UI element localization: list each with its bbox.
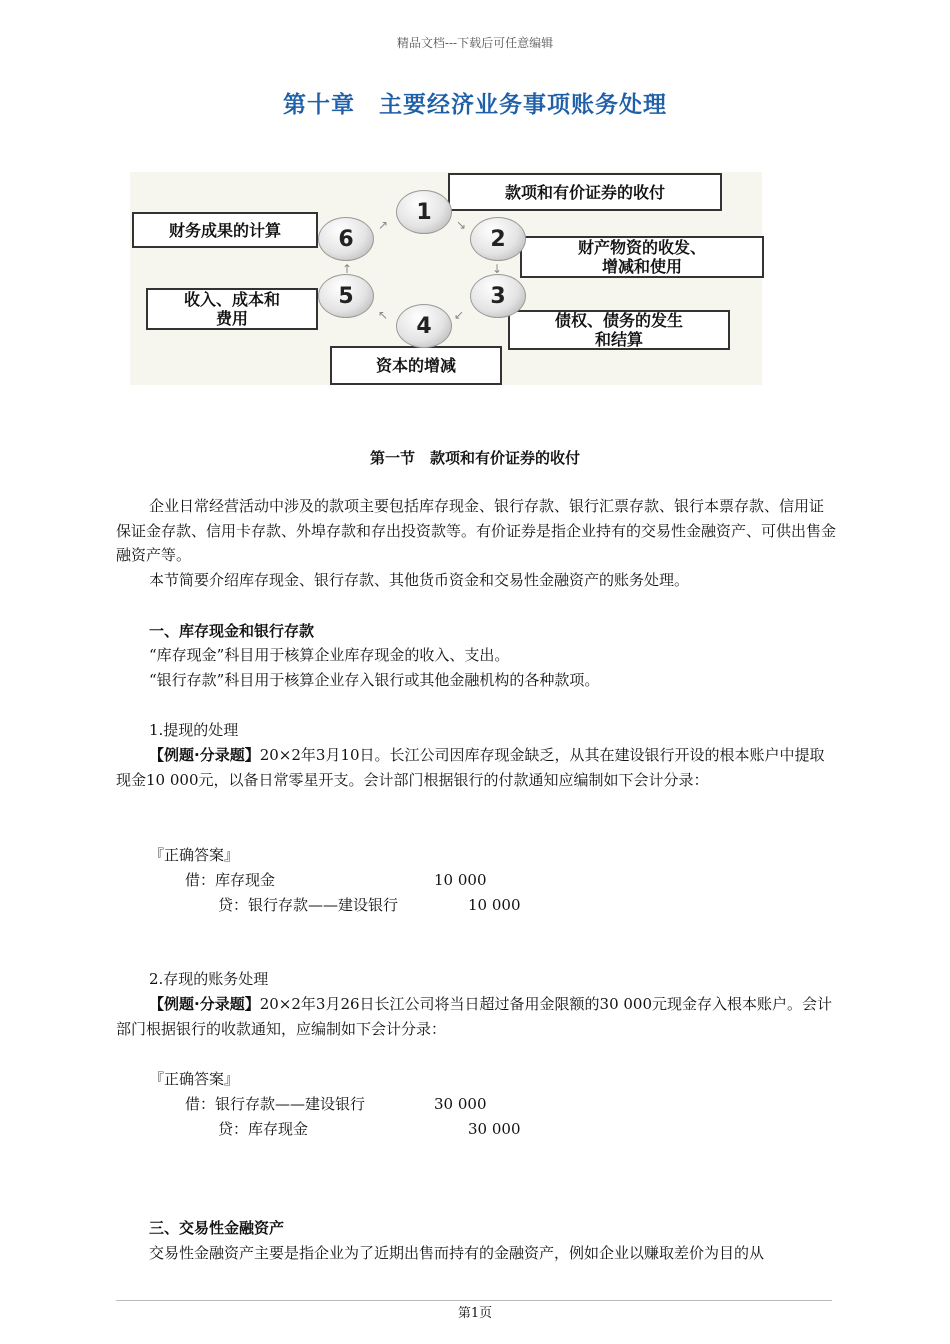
step-4-circle: 4 [396, 304, 452, 348]
entry-1-debit-amount: 10 000 [434, 871, 487, 889]
entry-2-credit: 贷：库存现金 [218, 1120, 309, 1138]
entry-2-credit-amount: 30 000 [468, 1120, 521, 1138]
diagram-box-5-line-1: 收入、成本和 [183, 290, 280, 309]
entry-1-debit: 借：库存现金 [185, 871, 276, 889]
entry-1-credit: 贷：银行存款——建设银行 [218, 896, 399, 914]
answer-label-2: 『正确答案』 [149, 1070, 240, 1088]
footer-divider [116, 1300, 832, 1301]
intro-paragraph-1: 企业日常经营活动中涉及的款项主要包括库存现金、银行存款、银行汇票存款、银行本票存款、信用证保证金存款、信用卡存款、外埠存款和存出投资款等。有价证券是指企业持有的交易性金融资产、可供出售金融资产等。 [116, 497, 837, 564]
entry-2-debit: 借：银行存款——建设银行 [185, 1095, 366, 1113]
step-2-circle: 2 [470, 217, 526, 261]
example-2-text: 20×2年3月26日长江公司将当日超过备用金限额的30 000元现金存入根本账户。会计部门根据银行的收款通知，应编制如下会计分录： [116, 995, 833, 1038]
business-cycle-diagram [130, 172, 762, 385]
page-number: 第1页 [457, 1306, 493, 1321]
diagram-box-4: 资本的增减 [330, 346, 502, 385]
diagram-box-3-line-2: 和结算 [594, 330, 643, 349]
entry-1-credit-amount: 10 000 [468, 896, 521, 914]
section-title: 第一节 款项和有价证券的收付 [369, 449, 580, 467]
item-1-title: 1.提现的处理 [149, 721, 239, 739]
header-note: 精品文档---下载后可任意编辑 [396, 36, 554, 50]
entry-2-debit-amount: 30 000 [434, 1095, 487, 1113]
heading-trading-assets: 三、交易性金融资产 [149, 1219, 285, 1237]
item-2-title: 2.存现的账务处理 [149, 970, 269, 988]
example-2 [116, 992, 838, 1041]
arrow-4-5-icon: ↖ [378, 308, 389, 322]
chapter-title: 第十章 主要经济业务事项账务处理 [283, 91, 667, 118]
example-1-label: 【例题·分录题】 [149, 746, 260, 764]
arrow-5-6-icon: ↑ [342, 262, 353, 276]
step-3-circle: 3 [470, 274, 526, 318]
diagram-box-2-line-1: 财产物资的收发、 [577, 238, 706, 257]
diagram-box-6: 财务成果的计算 [132, 212, 318, 248]
arrow-1-2-icon: ↘ [456, 218, 467, 232]
arrow-3-4-icon: ↙ [454, 308, 465, 322]
example-1 [116, 743, 838, 792]
diagram-box-2 [520, 236, 764, 278]
definition-cash: “库存现金”科目用于核算企业库存现金的收入、支出。 [149, 646, 510, 664]
diagram-box-5-line-2: 费用 [215, 309, 248, 328]
step-6-circle: 6 [318, 217, 374, 261]
definition-bank: “银行存款”科目用于核算企业存入银行或其他金融机构的各种款项。 [149, 671, 600, 689]
diagram-box-5 [146, 288, 318, 330]
intro-paragraph-2: 本节简要介绍库存现金、银行存款、其他货币资金和交易性金融资产的账务处理。 [149, 571, 690, 589]
step-5-circle: 5 [318, 274, 374, 318]
diagram-box-2-line-2: 增减和使用 [601, 257, 682, 276]
diagram-box-3-line-1: 债权、债务的发生 [554, 311, 683, 330]
trading-assets-paragraph: 交易性金融资产主要是指企业为了近期出售而持有的金融资产，例如企业以赚取差价为目的从 [149, 1244, 765, 1262]
arrow-6-1-icon: ↗ [378, 218, 389, 232]
diagram-box-3 [508, 310, 730, 350]
arrow-2-3-icon: ↓ [492, 262, 503, 276]
step-1-circle: 1 [396, 190, 452, 234]
example-1-text: 20×2年3月10日。长江公司因库存现金缺乏，从其在建设银行开设的根本账户中提取现金10 000元，以备日常零星开支。会计部门根据银行的付款通知应编制如下会计分录： [116, 746, 825, 789]
heading-cash-bank: 一、库存现金和银行存款 [149, 622, 315, 640]
answer-label-1: 『正确答案』 [149, 846, 240, 864]
diagram-box-1: 款项和有价证券的收付 [448, 173, 722, 211]
example-2-label: 【例题·分录题】 [149, 995, 260, 1013]
